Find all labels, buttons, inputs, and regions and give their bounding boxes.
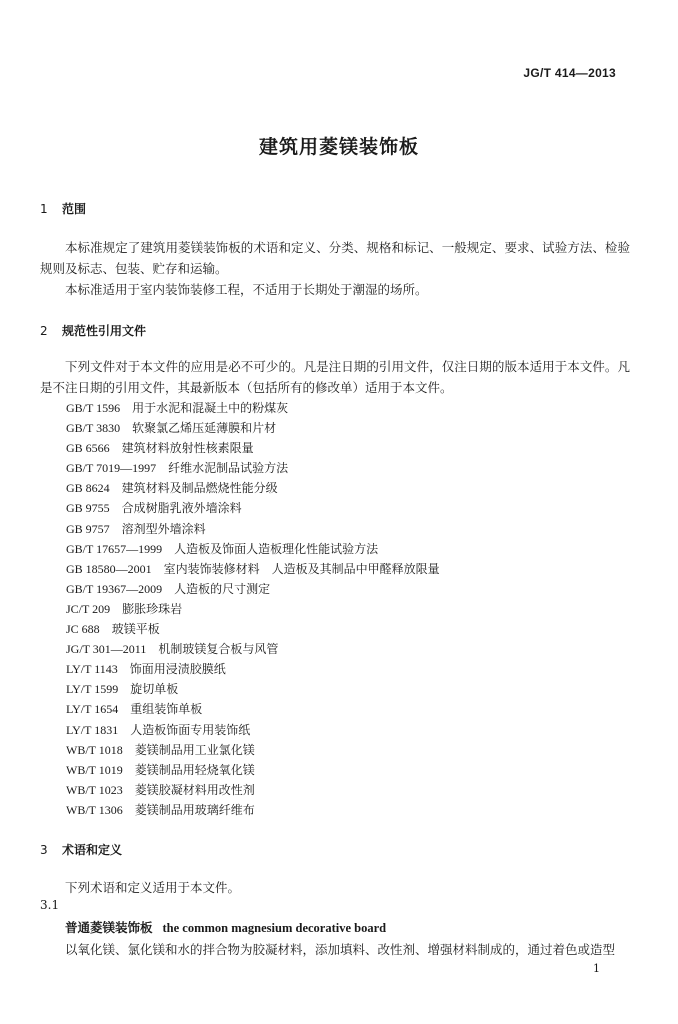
page-number: 1 bbox=[593, 962, 600, 975]
normative-refs-intro: 下列文件对于本文件的应用是必不可少的。凡是注日期的引用文件，仅注日期的版本适用于本文件。凡是不注日期的引用文件，其最新版本（包括所有的修改单）适用于本文件。 bbox=[40, 359, 630, 395]
scope-paragraph-1: 本标准规定了建筑用菱镁装饰板的术语和定义、分类、规格和标记、一般规定、要求、试验方法、检验规则及标志、包装、贮存和运输。 bbox=[40, 240, 630, 276]
reference-item bbox=[66, 760, 440, 780]
reference-list bbox=[66, 398, 440, 820]
reference-title: 菱镁制品用玻璃纤维布 bbox=[134, 802, 255, 817]
reference-item bbox=[66, 559, 440, 579]
reference-code: GB/T 7019—1997 bbox=[66, 461, 157, 476]
reference-code: LY/T 1143 bbox=[66, 662, 118, 677]
reference-title: 人造板饰面专用装饰纸 bbox=[130, 722, 251, 737]
reference-code: LY/T 1599 bbox=[66, 682, 119, 697]
reference-item bbox=[66, 679, 440, 699]
reference-title: 膨胀珍珠岩 bbox=[122, 601, 183, 616]
reference-item bbox=[66, 780, 440, 800]
reference-item bbox=[66, 699, 440, 719]
reference-code: GB 18580—2001 bbox=[66, 561, 152, 576]
section-number: 2 bbox=[40, 324, 48, 338]
section-number: 3 bbox=[40, 843, 48, 857]
section-1-heading bbox=[40, 200, 86, 217]
reference-item bbox=[66, 418, 440, 438]
reference-item bbox=[66, 458, 440, 478]
reference-code: GB/T 1596 bbox=[66, 401, 121, 415]
reference-item bbox=[66, 639, 440, 659]
reference-item bbox=[66, 539, 440, 559]
reference-code: JC/T 209 bbox=[66, 601, 111, 616]
terms-intro: 下列术语和定义适用于本文件。 bbox=[65, 880, 241, 895]
reference-code: WB/T 1018 bbox=[66, 742, 123, 757]
reference-title: 软聚氯乙烯压延薄膜和片材 bbox=[132, 421, 277, 436]
term-english: the common magnesium decorative board bbox=[162, 921, 387, 935]
section-title: 范围 bbox=[62, 202, 87, 216]
reference-title: 室内装饰装修材料 人造板及其制品中甲醛释放限量 bbox=[163, 561, 440, 576]
reference-title: 溶剂型外墙涂料 bbox=[121, 521, 206, 536]
reference-code: GB/T 19367—2009 bbox=[66, 581, 163, 596]
reference-title: 玻镁平板 bbox=[111, 622, 160, 637]
reference-title: 重组装饰单板 bbox=[130, 702, 203, 717]
section-number: 1 bbox=[40, 202, 48, 216]
reference-code: GB 8624 bbox=[66, 481, 110, 496]
reference-code: JC 688 bbox=[66, 622, 100, 637]
reference-item bbox=[66, 800, 440, 820]
reference-item bbox=[66, 740, 440, 760]
reference-item bbox=[66, 498, 440, 518]
section-title: 规范性引用文件 bbox=[62, 324, 147, 338]
reference-item bbox=[66, 438, 440, 458]
reference-title: 机制玻镁复合板与风管 bbox=[158, 642, 279, 657]
section-title: 术语和定义 bbox=[62, 843, 123, 857]
reference-code: GB/T 3830 bbox=[66, 421, 121, 436]
reference-title: 菱镁制品用工业氯化镁 bbox=[134, 742, 255, 757]
section-2-heading bbox=[40, 322, 146, 339]
section-3-heading bbox=[40, 841, 122, 858]
reference-title: 用于水泥和混凝土中的粉煤灰 bbox=[132, 401, 289, 415]
reference-title: 合成树脂乳液外墙涂料 bbox=[121, 501, 242, 516]
reference-title: 菱镁制品用轻烧氧化镁 bbox=[134, 762, 255, 777]
reference-title: 纤维水泥制品试验方法 bbox=[168, 461, 289, 476]
reference-title: 建筑材料及制品燃烧性能分级 bbox=[121, 481, 278, 496]
reference-code: WB/T 1306 bbox=[66, 802, 123, 817]
reference-title: 旋切单板 bbox=[130, 682, 179, 697]
term-line bbox=[65, 918, 386, 936]
reference-code: WB/T 1023 bbox=[66, 782, 123, 797]
reference-code: LY/T 1831 bbox=[66, 722, 119, 737]
reference-code: GB/T 17657—1999 bbox=[66, 541, 163, 556]
reference-item bbox=[66, 659, 440, 679]
reference-title: 人造板及饰面人造板理化性能试验方法 bbox=[174, 541, 379, 556]
reference-item bbox=[66, 579, 440, 599]
reference-item bbox=[66, 619, 440, 639]
reference-item bbox=[66, 398, 440, 418]
reference-title: 菱镁胶凝材料用改性剂 bbox=[134, 782, 255, 797]
reference-item bbox=[66, 599, 440, 619]
reference-code: JG/T 301—2011 bbox=[66, 642, 147, 657]
scope-paragraph-2: 本标准适用于室内装饰装修工程，不适用于长期处于潮湿的场所。 bbox=[65, 282, 428, 297]
reference-item bbox=[66, 478, 440, 498]
clause-number: 3.1 bbox=[40, 898, 60, 912]
reference-title: 建筑材料放射性核素限量 bbox=[121, 441, 254, 456]
reference-code: GB 9757 bbox=[66, 521, 110, 536]
reference-title: 人造板的尺寸测定 bbox=[174, 581, 271, 596]
reference-title: 饰面用浸渍胶膜纸 bbox=[129, 662, 226, 677]
reference-item bbox=[66, 519, 440, 539]
reference-code: GB 6566 bbox=[66, 441, 110, 456]
reference-code: LY/T 1654 bbox=[66, 702, 119, 717]
term-chinese: 普通菱镁装饰板 bbox=[65, 920, 153, 935]
document-title: 建筑用菱镁装饰板 bbox=[258, 136, 419, 158]
reference-code: WB/T 1019 bbox=[66, 762, 123, 777]
reference-code: GB 9755 bbox=[66, 501, 110, 516]
term-definition: 以氧化镁、氯化镁和水的拌合物为胶凝材料，添加填料、改性剂、增强材料制成的，通过着色或造型 bbox=[65, 942, 616, 957]
reference-item bbox=[66, 720, 440, 740]
standard-code: JG/T 414—2013 bbox=[523, 66, 616, 80]
